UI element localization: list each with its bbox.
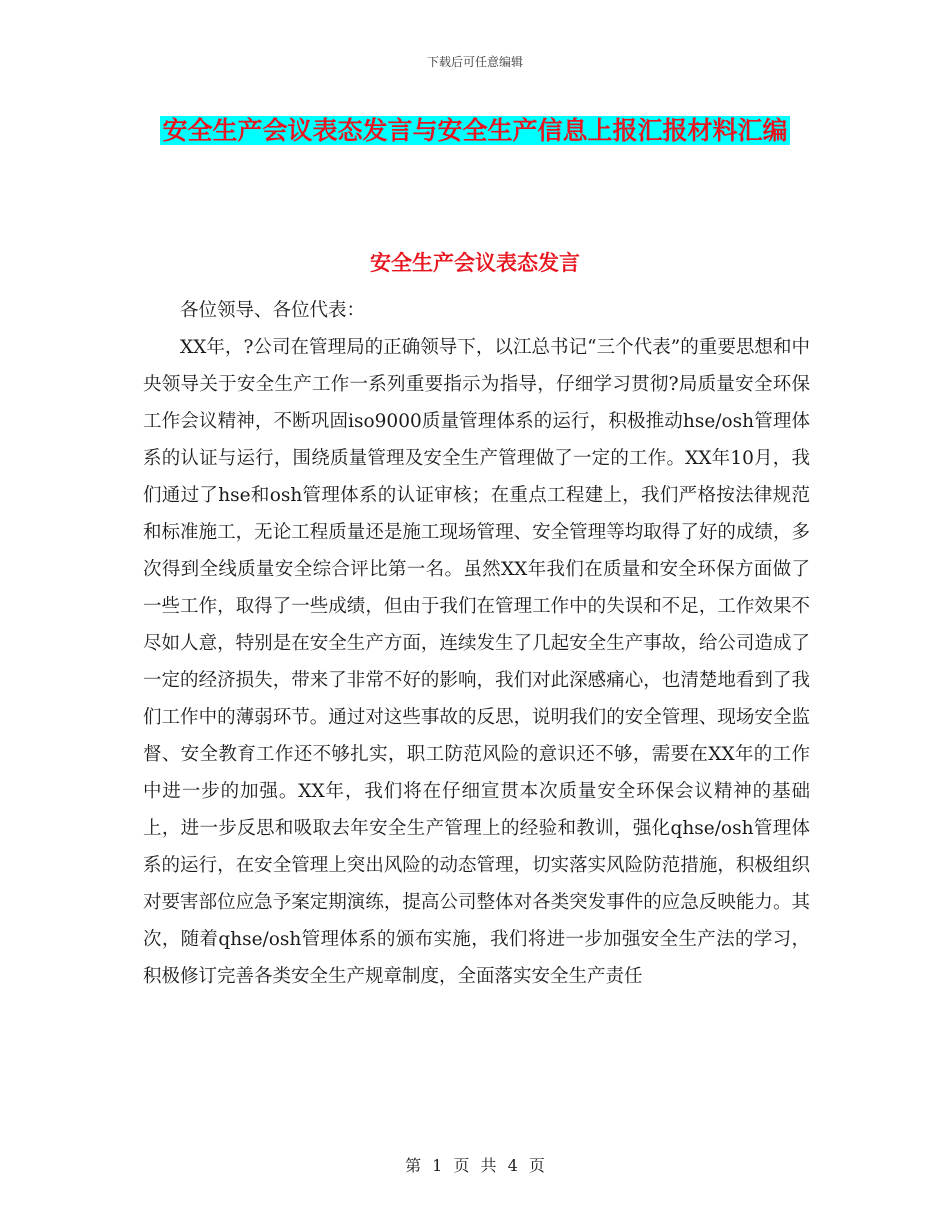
section-title: 安全生产会议表态发言 (370, 250, 580, 275)
page-number-footer: 第 1 页 共 4 页 (405, 1156, 545, 1175)
salutation: 各位领导、各位代表： (180, 300, 366, 321)
paragraph: XX年，?公司在管理局的正确领导下，以江总书记“三个代表”的重要思想和中央领导关于安全生产工作一系列重要指示为指导，仔细学习贯彻?局质量安全环保工作会议精神，不断巩固iso9000质量管理体系的运行，积极推动hse/osh管理体系的认证与运行，围绕质量管理及安全生产管理做了一定的工作。XX年10月，我们通过了hse和osh管理体系的认证审核；在重点工程建上，我们严格按法律规范和标准施工，无论工程质量还是施工现场管理、安全管理等均取得了好的成绩，多次得到全线质量安全综合评比第一名。虽然XX年我们在质量和安全环保方面做了一些工作，取得了一些成绩，但由于我们在管理工作中的失误和不足，工作效果不尽如人意，特别是在安全生产方面，连续发生了几起安全生产事故，给公司造成了一定的经济损失，带来了非常不好的影响，我们对此深感痛心，也清楚地看到了我们工作中的薄弱环节。通过对这些事故的反思，说明我们的安全管理、现场安全监督、安全教育工作还不够扎实，职工防范风险的意识还不够，需要在XX年的工作中进一步的加强。XX年，我们将在仔细宣贯本次质量安全环保会议精神的基础上，进一步反思和吸取去年安全生产管理上的经验和教训，强化qhse/osh管理体系的运行，在安全管理上突出风险的动态管理，切实落实风险防范措施，积极组织对要害部位应急予案定期演练，提高公司整体对各类突发事件的应急反映能力。其次，随着qhse/osh管理体系的颁布实施，我们将进一步加强安全生产法的学习，积极修订完善各类安全生产规章制度，全面落实安全生产责任 (143, 337, 810, 987)
document-title-text: 安全生产会议表态发言与安全生产信息上报汇报材料汇编 (162, 116, 788, 145)
document-title (140, 110, 810, 152)
page-header-note: 下载后可任意编辑 (426, 55, 523, 69)
document-body (143, 292, 810, 995)
